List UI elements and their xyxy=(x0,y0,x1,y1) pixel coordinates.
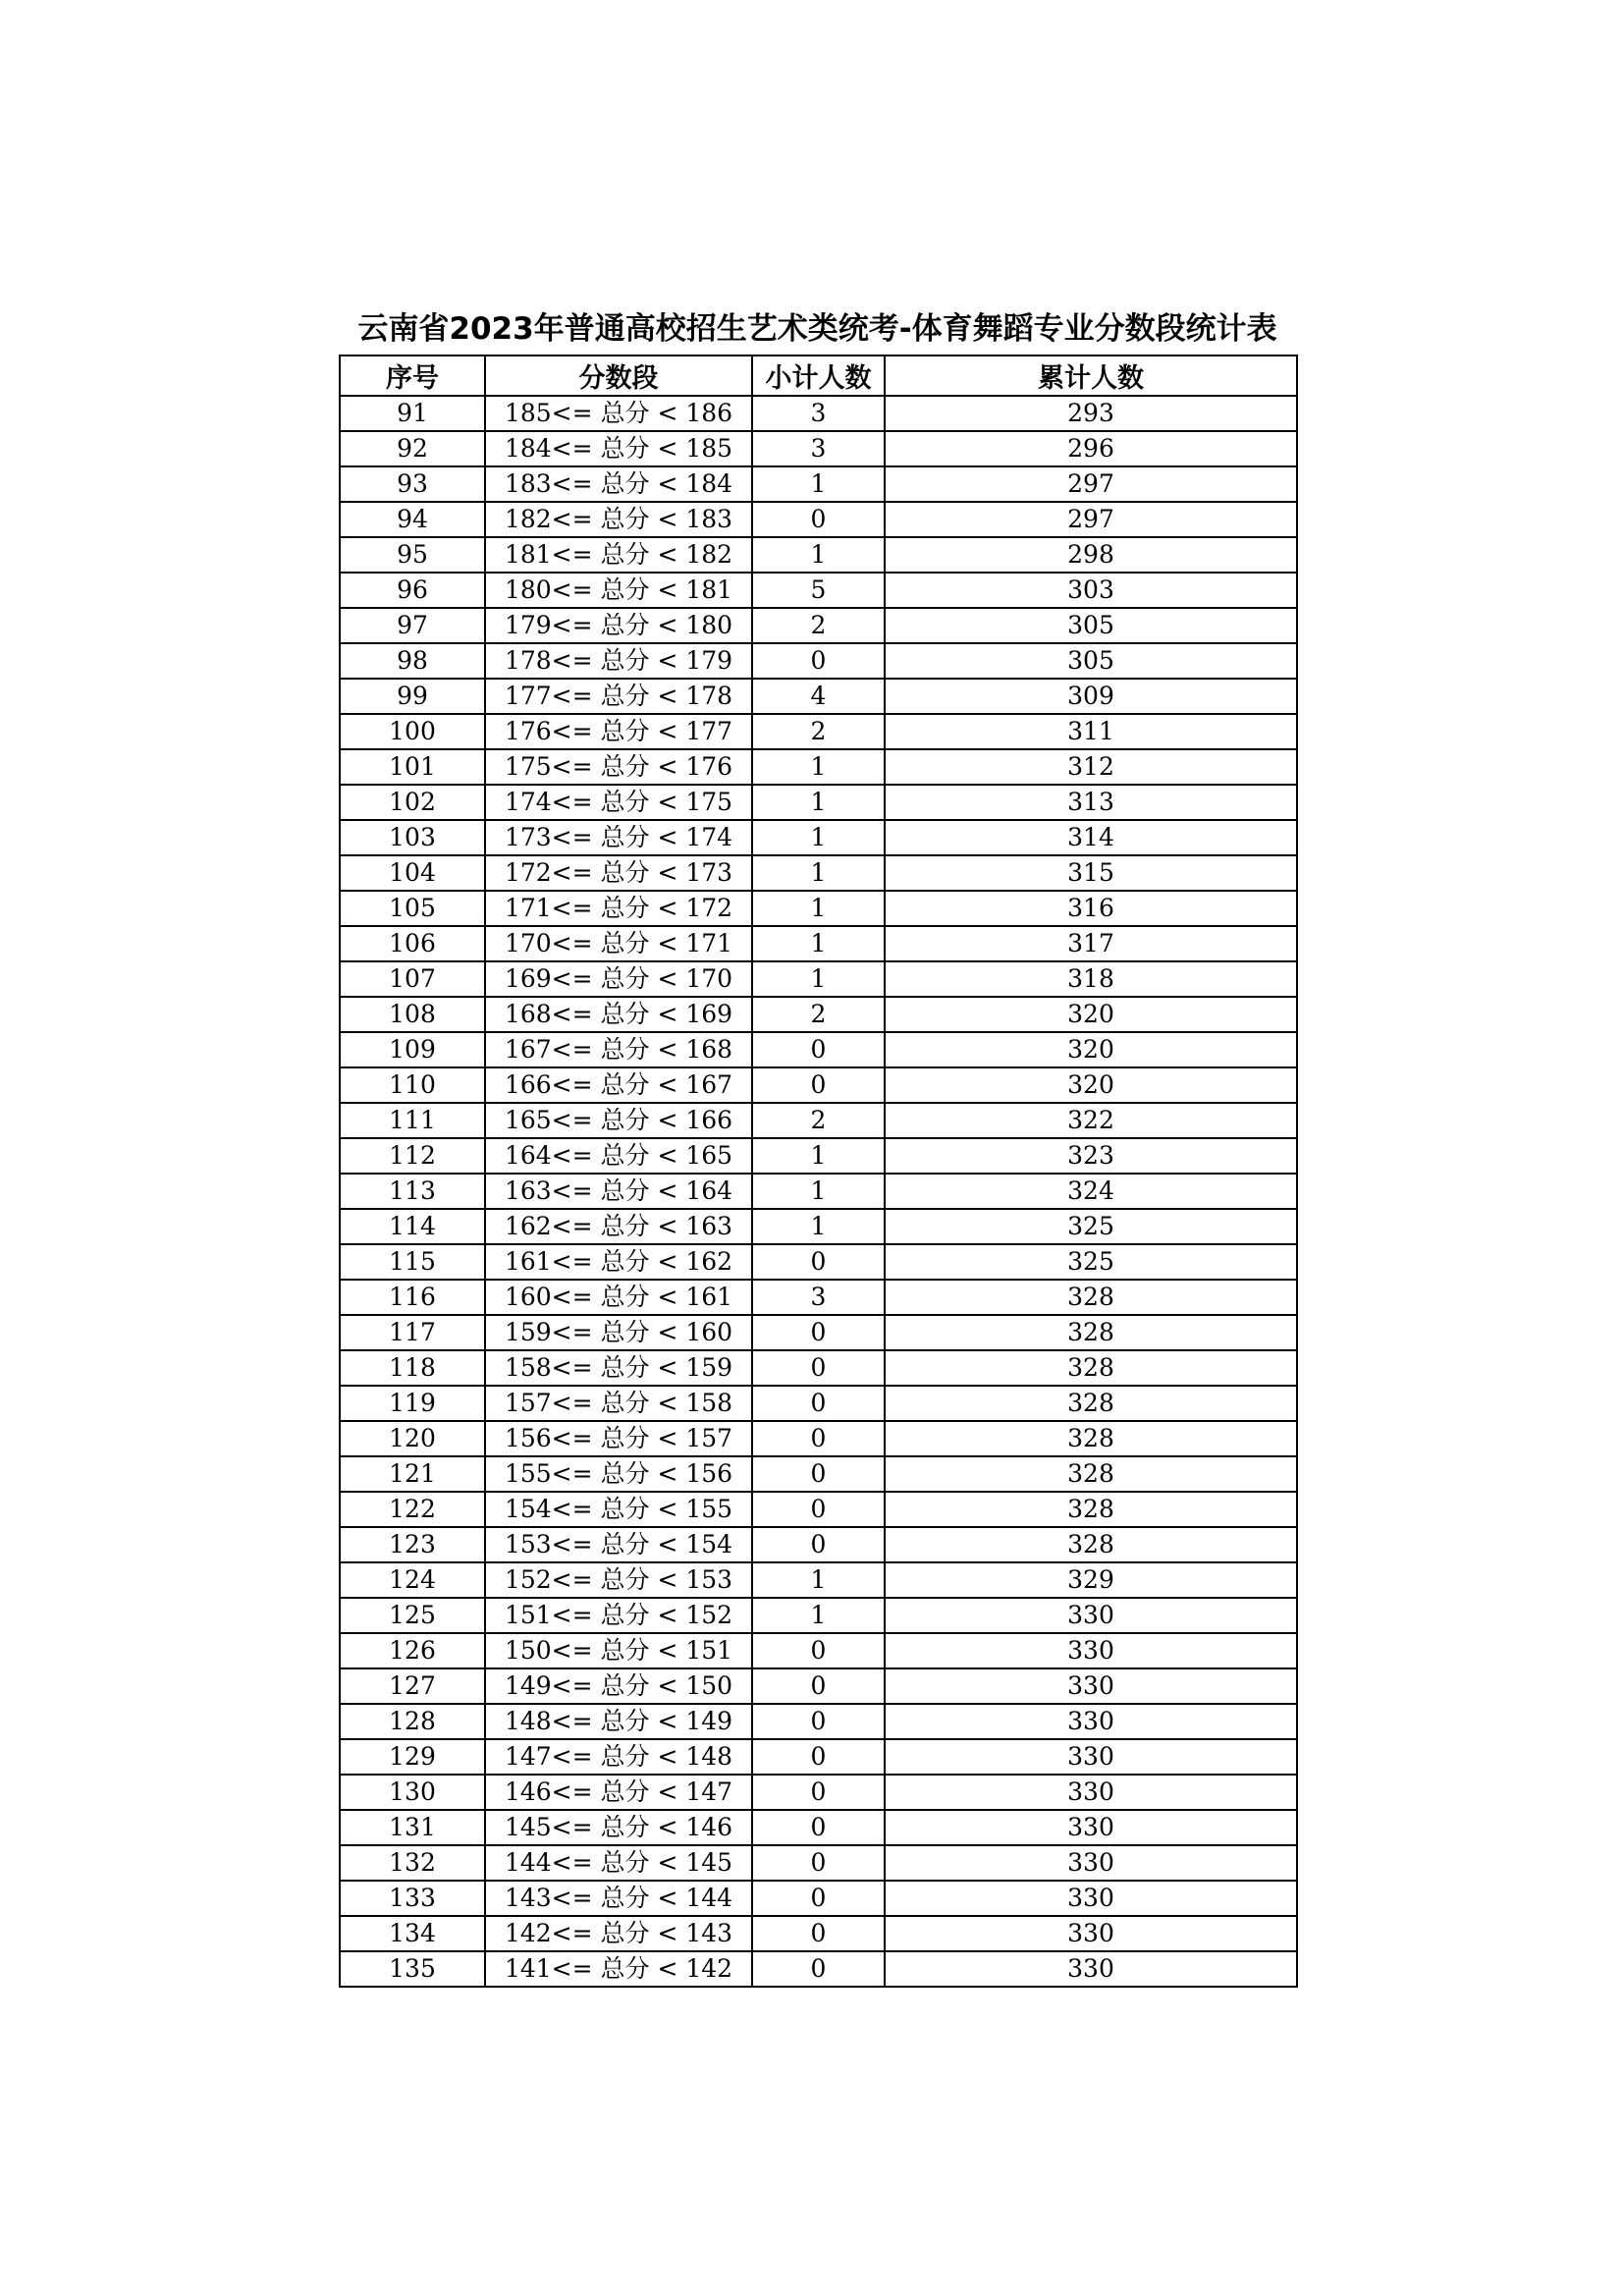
table-row xyxy=(340,1810,1297,1845)
table-row xyxy=(340,1739,1297,1775)
cell-cumulative: 330 xyxy=(885,1668,1297,1704)
cell-cumulative: 328 xyxy=(885,1386,1297,1421)
table-row xyxy=(340,1598,1297,1633)
cell-index: 123 xyxy=(340,1527,485,1562)
cell-cumulative: 330 xyxy=(885,1951,1297,1987)
cell-score-range: 185<= 总分 < 186 xyxy=(485,396,752,431)
table-row xyxy=(340,749,1297,785)
table-body xyxy=(340,396,1297,1987)
cell-subtotal: 3 xyxy=(752,396,885,431)
cell-score-range: 160<= 总分 < 161 xyxy=(485,1280,752,1315)
cell-subtotal: 0 xyxy=(752,1668,885,1704)
cell-score-range: 163<= 总分 < 164 xyxy=(485,1174,752,1209)
cell-index: 98 xyxy=(340,643,485,679)
table-row xyxy=(340,1421,1297,1456)
cell-subtotal: 0 xyxy=(752,1421,885,1456)
cell-subtotal: 0 xyxy=(752,1244,885,1280)
table-row xyxy=(340,537,1297,573)
cell-cumulative: 314 xyxy=(885,820,1297,855)
cell-subtotal: 1 xyxy=(752,1598,885,1633)
cell-subtotal: 1 xyxy=(752,1209,885,1244)
cell-subtotal: 0 xyxy=(752,643,885,679)
cell-cumulative: 320 xyxy=(885,1032,1297,1067)
cell-score-range: 165<= 总分 < 166 xyxy=(485,1103,752,1138)
cell-index: 119 xyxy=(340,1386,485,1421)
table-row xyxy=(340,785,1297,820)
table-row xyxy=(340,1456,1297,1492)
cell-cumulative: 328 xyxy=(885,1315,1297,1350)
cell-subtotal: 0 xyxy=(752,1350,885,1386)
cell-index: 120 xyxy=(340,1421,485,1456)
cell-score-range: 179<= 总分 < 180 xyxy=(485,608,752,643)
cell-index: 111 xyxy=(340,1103,485,1138)
table-row xyxy=(340,820,1297,855)
cell-index: 130 xyxy=(340,1775,485,1810)
cell-cumulative: 305 xyxy=(885,608,1297,643)
cell-score-range: 143<= 总分 < 144 xyxy=(485,1881,752,1916)
cell-index: 131 xyxy=(340,1810,485,1845)
table-row xyxy=(340,1280,1297,1315)
cell-subtotal: 0 xyxy=(752,1845,885,1881)
table-row xyxy=(340,431,1297,466)
table-row xyxy=(340,502,1297,537)
page-title: 云南省2023年普通高校招生艺术类统考-体育舞蹈专业分数段统计表 xyxy=(357,311,1277,347)
cell-index: 135 xyxy=(340,1951,485,1987)
cell-subtotal: 1 xyxy=(752,891,885,926)
table-row xyxy=(340,1103,1297,1138)
cell-index: 115 xyxy=(340,1244,485,1280)
cell-score-range: 173<= 总分 < 174 xyxy=(485,820,752,855)
table-row xyxy=(340,1032,1297,1067)
cell-cumulative: 328 xyxy=(885,1350,1297,1386)
cell-cumulative: 324 xyxy=(885,1174,1297,1209)
cell-subtotal: 1 xyxy=(752,1174,885,1209)
cell-cumulative: 320 xyxy=(885,997,1297,1032)
cell-cumulative: 328 xyxy=(885,1527,1297,1562)
cell-cumulative: 328 xyxy=(885,1421,1297,1456)
cell-subtotal: 3 xyxy=(752,431,885,466)
cell-score-range: 180<= 总分 < 181 xyxy=(485,573,752,608)
cell-cumulative: 328 xyxy=(885,1456,1297,1492)
cell-cumulative: 320 xyxy=(885,1067,1297,1103)
cell-cumulative: 303 xyxy=(885,573,1297,608)
cell-subtotal: 1 xyxy=(752,1138,885,1174)
table-row xyxy=(340,396,1297,431)
cell-cumulative: 330 xyxy=(885,1704,1297,1739)
table-row xyxy=(340,1562,1297,1598)
cell-index: 91 xyxy=(340,396,485,431)
cell-index: 93 xyxy=(340,466,485,502)
cell-cumulative: 305 xyxy=(885,643,1297,679)
cell-subtotal: 0 xyxy=(752,1492,885,1527)
cell-score-range: 171<= 总分 < 172 xyxy=(485,891,752,926)
cell-cumulative: 316 xyxy=(885,891,1297,926)
cell-score-range: 156<= 总分 < 157 xyxy=(485,1421,752,1456)
cell-score-range: 162<= 总分 < 163 xyxy=(485,1209,752,1244)
cell-score-range: 182<= 总分 < 183 xyxy=(485,502,752,537)
cell-index: 99 xyxy=(340,679,485,714)
table-row xyxy=(340,1174,1297,1209)
column-header-index: 序号 xyxy=(340,355,485,396)
cell-score-range: 183<= 总分 < 184 xyxy=(485,466,752,502)
cell-subtotal: 4 xyxy=(752,679,885,714)
table-row xyxy=(340,1633,1297,1668)
cell-score-range: 157<= 总分 < 158 xyxy=(485,1386,752,1421)
cell-subtotal: 0 xyxy=(752,1527,885,1562)
table-row xyxy=(340,1704,1297,1739)
cell-subtotal: 0 xyxy=(752,1739,885,1775)
table-row xyxy=(340,1775,1297,1810)
cell-score-range: 155<= 总分 < 156 xyxy=(485,1456,752,1492)
cell-index: 128 xyxy=(340,1704,485,1739)
cell-index: 129 xyxy=(340,1739,485,1775)
cell-cumulative: 328 xyxy=(885,1280,1297,1315)
cell-subtotal: 0 xyxy=(752,1386,885,1421)
cell-index: 105 xyxy=(340,891,485,926)
cell-cumulative: 317 xyxy=(885,926,1297,961)
cell-cumulative: 330 xyxy=(885,1775,1297,1810)
table-row xyxy=(340,1067,1297,1103)
cell-subtotal: 5 xyxy=(752,573,885,608)
cell-cumulative: 297 xyxy=(885,502,1297,537)
cell-subtotal: 0 xyxy=(752,502,885,537)
cell-index: 103 xyxy=(340,820,485,855)
cell-subtotal: 1 xyxy=(752,466,885,502)
cell-subtotal: 0 xyxy=(752,1881,885,1916)
cell-score-range: 148<= 总分 < 149 xyxy=(485,1704,752,1739)
cell-cumulative: 296 xyxy=(885,431,1297,466)
cell-cumulative: 330 xyxy=(885,1916,1297,1951)
table-header-row xyxy=(340,355,1297,396)
table-row xyxy=(340,1209,1297,1244)
cell-subtotal: 0 xyxy=(752,1315,885,1350)
table-row xyxy=(340,1951,1297,1987)
cell-index: 110 xyxy=(340,1067,485,1103)
cell-score-range: 168<= 总分 < 169 xyxy=(485,997,752,1032)
cell-score-range: 166<= 总分 < 167 xyxy=(485,1067,752,1103)
cell-index: 94 xyxy=(340,502,485,537)
cell-cumulative: 311 xyxy=(885,714,1297,749)
cell-index: 101 xyxy=(340,749,485,785)
cell-index: 127 xyxy=(340,1668,485,1704)
cell-score-range: 144<= 总分 < 145 xyxy=(485,1845,752,1881)
cell-cumulative: 328 xyxy=(885,1492,1297,1527)
table-row xyxy=(340,1881,1297,1916)
cell-score-range: 141<= 总分 < 142 xyxy=(485,1951,752,1987)
cell-cumulative: 323 xyxy=(885,1138,1297,1174)
cell-index: 118 xyxy=(340,1350,485,1386)
cell-index: 125 xyxy=(340,1598,485,1633)
cell-cumulative: 293 xyxy=(885,396,1297,431)
cell-cumulative: 330 xyxy=(885,1845,1297,1881)
cell-index: 134 xyxy=(340,1916,485,1951)
cell-index: 100 xyxy=(340,714,485,749)
cell-index: 121 xyxy=(340,1456,485,1492)
cell-subtotal: 1 xyxy=(752,926,885,961)
cell-subtotal: 0 xyxy=(752,1633,885,1668)
cell-cumulative: 330 xyxy=(885,1810,1297,1845)
table-row xyxy=(340,608,1297,643)
cell-cumulative: 298 xyxy=(885,537,1297,573)
column-header-score-range: 分数段 xyxy=(485,355,752,396)
table-row xyxy=(340,1527,1297,1562)
cell-index: 113 xyxy=(340,1174,485,1209)
cell-index: 106 xyxy=(340,926,485,961)
table-row xyxy=(340,1845,1297,1881)
table-row xyxy=(340,1386,1297,1421)
table-row xyxy=(340,643,1297,679)
cell-subtotal: 0 xyxy=(752,1775,885,1810)
cell-subtotal: 1 xyxy=(752,855,885,891)
cell-score-range: 164<= 总分 < 165 xyxy=(485,1138,752,1174)
cell-subtotal: 1 xyxy=(752,1562,885,1598)
cell-subtotal: 0 xyxy=(752,1704,885,1739)
cell-score-range: 170<= 总分 < 171 xyxy=(485,926,752,961)
cell-subtotal: 0 xyxy=(752,1810,885,1845)
cell-index: 97 xyxy=(340,608,485,643)
cell-index: 112 xyxy=(340,1138,485,1174)
cell-score-range: 152<= 总分 < 153 xyxy=(485,1562,752,1598)
cell-score-range: 159<= 总分 < 160 xyxy=(485,1315,752,1350)
cell-cumulative: 330 xyxy=(885,1633,1297,1668)
cell-index: 116 xyxy=(340,1280,485,1315)
cell-subtotal: 3 xyxy=(752,1280,885,1315)
table-row xyxy=(340,714,1297,749)
table-row xyxy=(340,961,1297,997)
score-distribution-table xyxy=(339,355,1298,1988)
column-header-subtotal: 小计人数 xyxy=(752,355,885,396)
cell-index: 92 xyxy=(340,431,485,466)
cell-index: 124 xyxy=(340,1562,485,1598)
cell-score-range: 184<= 总分 < 185 xyxy=(485,431,752,466)
cell-index: 95 xyxy=(340,537,485,573)
cell-index: 109 xyxy=(340,1032,485,1067)
cell-subtotal: 2 xyxy=(752,608,885,643)
cell-subtotal: 0 xyxy=(752,1067,885,1103)
table-row xyxy=(340,1315,1297,1350)
cell-score-range: 150<= 总分 < 151 xyxy=(485,1633,752,1668)
table-row xyxy=(340,1350,1297,1386)
table-row xyxy=(340,1668,1297,1704)
cell-index: 122 xyxy=(340,1492,485,1527)
cell-index: 104 xyxy=(340,855,485,891)
cell-score-range: 161<= 总分 < 162 xyxy=(485,1244,752,1280)
cell-subtotal: 0 xyxy=(752,1951,885,1987)
cell-cumulative: 313 xyxy=(885,785,1297,820)
cell-cumulative: 325 xyxy=(885,1244,1297,1280)
cell-index: 132 xyxy=(340,1845,485,1881)
cell-score-range: 177<= 总分 < 178 xyxy=(485,679,752,714)
table-row xyxy=(340,1492,1297,1527)
cell-score-range: 145<= 总分 < 146 xyxy=(485,1810,752,1845)
cell-score-range: 167<= 总分 < 168 xyxy=(485,1032,752,1067)
cell-score-range: 169<= 总分 < 170 xyxy=(485,961,752,997)
cell-score-range: 178<= 总分 < 179 xyxy=(485,643,752,679)
table-row xyxy=(340,855,1297,891)
cell-cumulative: 330 xyxy=(885,1739,1297,1775)
cell-score-range: 147<= 总分 < 148 xyxy=(485,1739,752,1775)
cell-score-range: 176<= 总分 < 177 xyxy=(485,714,752,749)
cell-subtotal: 2 xyxy=(752,714,885,749)
column-header-cumulative: 累计人数 xyxy=(885,355,1297,396)
cell-score-range: 172<= 总分 < 173 xyxy=(485,855,752,891)
cell-score-range: 154<= 总分 < 155 xyxy=(485,1492,752,1527)
cell-index: 117 xyxy=(340,1315,485,1350)
table-row xyxy=(340,1916,1297,1951)
table-row xyxy=(340,891,1297,926)
cell-score-range: 158<= 总分 < 159 xyxy=(485,1350,752,1386)
cell-subtotal: 1 xyxy=(752,785,885,820)
cell-score-range: 149<= 总分 < 150 xyxy=(485,1668,752,1704)
cell-subtotal: 2 xyxy=(752,997,885,1032)
table-row xyxy=(340,573,1297,608)
cell-subtotal: 1 xyxy=(752,749,885,785)
cell-index: 102 xyxy=(340,785,485,820)
cell-index: 114 xyxy=(340,1209,485,1244)
cell-subtotal: 0 xyxy=(752,1916,885,1951)
cell-index: 96 xyxy=(340,573,485,608)
cell-index: 108 xyxy=(340,997,485,1032)
cell-score-range: 142<= 总分 < 143 xyxy=(485,1916,752,1951)
cell-cumulative: 325 xyxy=(885,1209,1297,1244)
cell-score-range: 146<= 总分 < 147 xyxy=(485,1775,752,1810)
cell-score-range: 175<= 总分 < 176 xyxy=(485,749,752,785)
cell-subtotal: 1 xyxy=(752,961,885,997)
cell-subtotal: 2 xyxy=(752,1103,885,1138)
table-row xyxy=(340,997,1297,1032)
table-row xyxy=(340,1244,1297,1280)
cell-index: 133 xyxy=(340,1881,485,1916)
cell-index: 126 xyxy=(340,1633,485,1668)
cell-subtotal: 0 xyxy=(752,1456,885,1492)
table-row xyxy=(340,1138,1297,1174)
cell-cumulative: 329 xyxy=(885,1562,1297,1598)
cell-cumulative: 330 xyxy=(885,1881,1297,1916)
table-row xyxy=(340,679,1297,714)
cell-subtotal: 0 xyxy=(752,1032,885,1067)
cell-cumulative: 330 xyxy=(885,1598,1297,1633)
table-row xyxy=(340,926,1297,961)
cell-cumulative: 315 xyxy=(885,855,1297,891)
cell-cumulative: 312 xyxy=(885,749,1297,785)
table-row xyxy=(340,466,1297,502)
cell-subtotal: 1 xyxy=(752,820,885,855)
cell-cumulative: 322 xyxy=(885,1103,1297,1138)
cell-score-range: 153<= 总分 < 154 xyxy=(485,1527,752,1562)
cell-subtotal: 1 xyxy=(752,537,885,573)
cell-cumulative: 297 xyxy=(885,466,1297,502)
cell-score-range: 181<= 总分 < 182 xyxy=(485,537,752,573)
cell-cumulative: 309 xyxy=(885,679,1297,714)
cell-score-range: 151<= 总分 < 152 xyxy=(485,1598,752,1633)
cell-cumulative: 318 xyxy=(885,961,1297,997)
cell-index: 107 xyxy=(340,961,485,997)
cell-score-range: 174<= 总分 < 175 xyxy=(485,785,752,820)
